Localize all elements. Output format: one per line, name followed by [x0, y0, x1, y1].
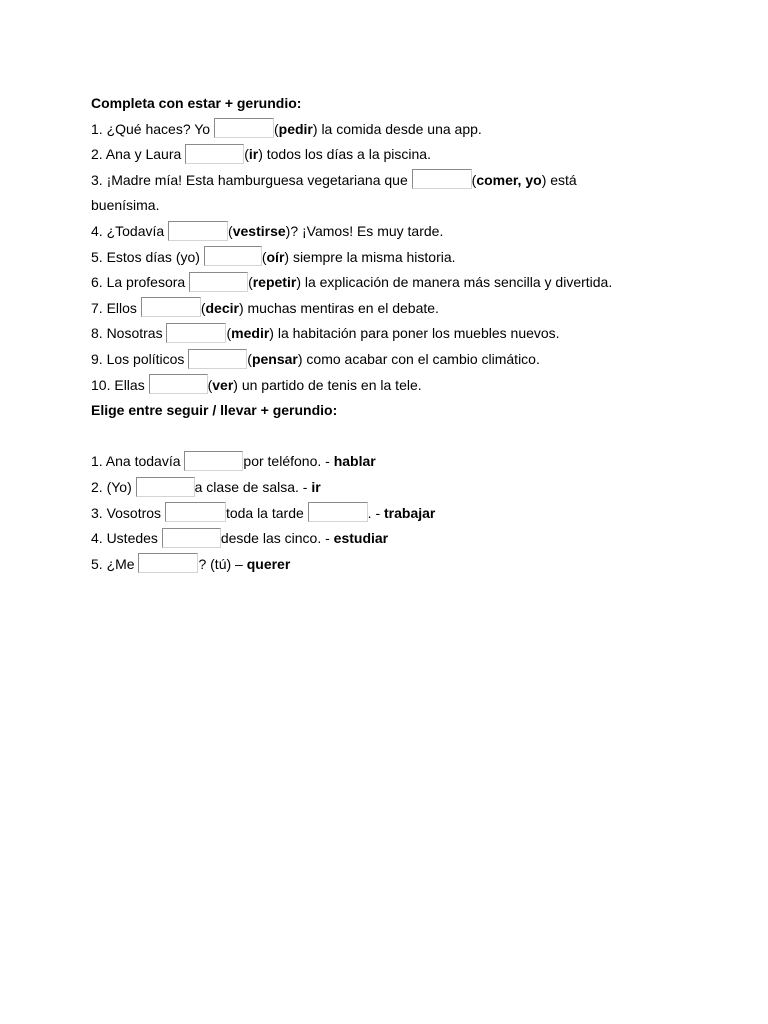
answer-field-2-3b[interactable]	[308, 502, 368, 522]
answer-field-1-4[interactable]	[168, 221, 228, 241]
exercise1-item-2: 2. Ana y Laura (ir) todos los días a la piscina.	[91, 142, 711, 168]
section1-title: Completa con estar + gerundio:	[91, 95, 302, 111]
answer-field-1-9[interactable]	[188, 349, 247, 369]
exercise2-item-1: 1. Ana todavía por teléfono. - hablar	[91, 449, 711, 475]
answer-field-1-6[interactable]	[189, 272, 248, 292]
exercise2-item-4: 4. Ustedes desde las cinco. - estudiar	[91, 526, 711, 552]
worksheet	[91, 91, 711, 577]
exercise1-item-7: 7. Ellos (decir) muchas mentiras en el debate.	[91, 296, 711, 322]
section2-title: Elige entre seguir / llevar + gerundio:	[91, 402, 338, 419]
answer-field-1-2[interactable]	[185, 144, 244, 164]
answer-field-2-2[interactable]	[136, 477, 195, 497]
answer-field-1-7[interactable]	[141, 297, 201, 317]
answer-field-1-5[interactable]	[204, 246, 262, 266]
exercise2-item-3: 3. Vosotros toda la tarde . - trabajar	[91, 501, 711, 527]
answer-field-2-3a[interactable]	[165, 502, 226, 522]
exercise2-item-2: 2. (Yo) a clase de salsa. - ir	[91, 475, 711, 501]
exercise1-item-8: 8. Nosotras (medir) la habitación para poner los muebles nuevos.	[91, 321, 711, 347]
answer-field-2-4[interactable]	[162, 528, 221, 548]
answer-field-1-10[interactable]	[149, 374, 208, 394]
spacer	[91, 424, 711, 450]
answer-field-1-3[interactable]	[412, 169, 472, 189]
answer-field-1-8[interactable]	[166, 323, 226, 343]
exercise1-item-4: 4. ¿Todavía (vestirse)? ¡Vamos! Es muy tarde.	[91, 219, 711, 245]
exercise1-item-3-continued: buenísima.	[91, 197, 160, 214]
exercise1-item-5: 5. Estos días (yo) (oír) siempre la misma historia.	[91, 245, 711, 271]
exercise1-item-9: 9. Los políticos (pensar) como acabar con el cambio climático.	[91, 347, 711, 373]
answer-field-2-5[interactable]	[138, 553, 198, 573]
exercise1-item-1: 1. ¿Qué haces? Yo (pedir) la comida desde una app.	[91, 117, 711, 143]
exercise2-item-5: 5. ¿Me ? (tú) – querer	[91, 552, 711, 578]
answer-field-1-1[interactable]	[214, 118, 274, 138]
exercise1-item-3: 3. ¡Madre mía! Esta hamburguesa vegetariana que (comer, yo) está	[91, 168, 711, 194]
exercise1-item-6: 6. La profesora (repetir) la explicación de manera más sencilla y divertida.	[91, 270, 711, 296]
exercise1-item-10: 10. Ellas (ver) un partido de tenis en la tele.	[91, 373, 711, 399]
answer-field-2-1[interactable]	[184, 451, 243, 471]
